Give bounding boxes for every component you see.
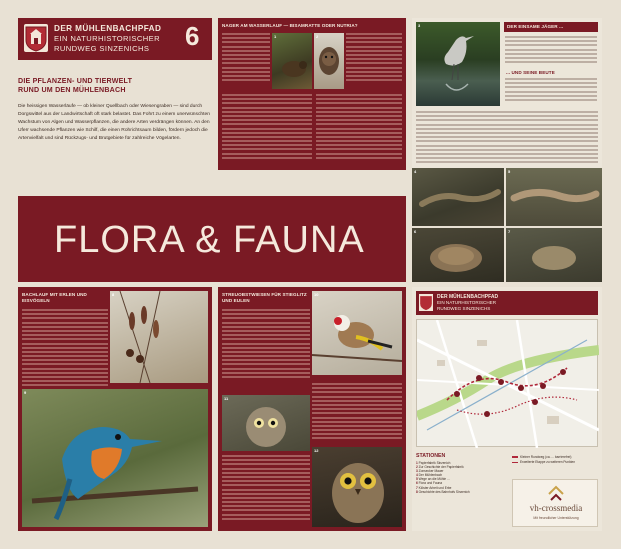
bachlauf-text-1 [22, 309, 108, 389]
route-map[interactable] [416, 319, 598, 447]
photo-toad [412, 228, 504, 282]
wasserlauf-panel [218, 18, 406, 170]
map-header [416, 291, 598, 315]
intro-text: Die heissigen Wasserläufe — ob kleiner Quellbach oder Wiesengraben — sind durch Dorgswittel aus der Landwirtschaft oft stark belastet. Das Fohrt zu einem unerwünschten Wachstum von Algen und Wasserpflanzen, die andere Arten verdrängen können. An den Uferr wachsende Pflanzen wie Schilf, die einen Rohrichtsaum bilden, fördern jedoch die Artenvielfalt und sind Rückzugs- und Brutgebiete für zahlreiche Vögelarten. [18, 104, 210, 141]
photo-goldfinch [312, 291, 402, 375]
jaeger-text-2 [505, 78, 597, 103]
photo-number: 10 [314, 292, 319, 297]
photo-number: 6 [414, 229, 417, 234]
photo-number: 1 [274, 34, 277, 39]
stations-title: STATIONEN [416, 453, 446, 459]
legend-item-small-route: Kleiner Rundweg (ca. ... barrierefrei) [512, 455, 598, 459]
photo-number: 8 [112, 292, 115, 297]
map-panel [412, 287, 602, 531]
bachlauf-title: BACHLAUF MIT ERLEN UND EISVÖGELN [22, 292, 87, 303]
jaeger-text-3 [416, 111, 598, 165]
station-item[interactable]: 3 Zonsecker Mauer [416, 469, 444, 474]
legend [512, 455, 598, 464]
map-subtitle-1: EIN NATURHISTORISCHER [437, 300, 497, 305]
photo-number: 3 [418, 23, 421, 28]
station-item[interactable]: 2 Zur Geschichte der Papierfabrik [416, 465, 464, 470]
bachlauf-panel [18, 287, 212, 531]
header-subtitle-1: EIN NATURHISTORISCHER [54, 34, 161, 43]
wasserlauf-text-1 [222, 33, 270, 83]
photo-number: 4 [414, 169, 417, 174]
flora-fauna-banner [18, 196, 406, 282]
intro-title-1: DIE PFLANZEN- UND TIERWELT [18, 77, 133, 85]
streuobst-title: STREUOBSTWIESEN FÜR STIEGLITZ UND EULEN [222, 292, 307, 303]
wasserlauf-text-3 [222, 94, 312, 161]
map-subtitle-2: RUNDWEG SINZENICHS [437, 306, 491, 311]
jaeger-title: DER EINSAME JÄGER ... [507, 24, 564, 29]
legend-item-extended: Erweiterte Etappe zu weiteren Punkten [512, 460, 598, 464]
station-item[interactable]: 8 Geschichte des Bahnhofs Sinzenich [416, 489, 470, 494]
crest-logo [24, 24, 48, 52]
photo-number: 9 [24, 390, 27, 395]
intro-title-2: RUND UM DEN MÜHLENBACH [18, 86, 126, 94]
station-item[interactable]: 1 Papierfabrik Sinzenich [416, 461, 451, 465]
header-title: DER MÜHLENBACHPFAD [54, 24, 162, 33]
wasserlauf-title: NAGER AM WASSERLAUF — BISAMRATTE ODER NUTRIA? [222, 23, 358, 28]
streuobst-text-3 [222, 455, 310, 522]
photo-number: 7 [508, 229, 511, 234]
map-title: DER MÜHLENBACHPFAD [437, 294, 499, 300]
photo-owl [312, 447, 402, 527]
streuobst-text-2 [312, 383, 402, 442]
streuobst-text-1 [222, 309, 310, 380]
streuobst-panel [218, 287, 406, 531]
photo-number: 12 [314, 448, 319, 453]
sponsor-name: vh-crossmedia [529, 503, 583, 513]
header-panel [18, 18, 212, 60]
station-number: 6 [185, 21, 200, 51]
photo-owlets [222, 395, 310, 451]
photo-number: 5 [508, 169, 511, 174]
photo-nutria [314, 33, 344, 89]
map-crest [419, 294, 433, 311]
legend-swatch-dashed [512, 462, 518, 463]
sponsor-tagline: Mit freundlicher Unterstützung [533, 516, 579, 520]
stations-list [416, 461, 508, 494]
jaeger-title-bar [504, 22, 598, 32]
legend-swatch-solid [512, 456, 518, 458]
photo-newt-1 [412, 168, 504, 226]
photo-number: 2 [316, 34, 319, 39]
banner-title: FLORA & FAUNA [54, 219, 365, 261]
station-item[interactable]: 7 Klöster Arbeit und Erbe [416, 485, 452, 490]
jaeger-panel [412, 18, 602, 170]
jaeger-subtitle: ... UND SEINE BEUTE [506, 70, 555, 75]
photo-newt-2 [506, 168, 602, 226]
photo-muskrat [272, 33, 312, 89]
jaeger-text-1 [505, 36, 597, 65]
photo-frog [506, 228, 602, 282]
photo-alder [110, 291, 208, 383]
photo-number: 11 [224, 396, 229, 401]
station-item[interactable]: 5 Wege an die Mühle ... [416, 477, 450, 482]
station-item[interactable]: 6 Flora und Fauna [416, 481, 443, 486]
header-subtitle-2: RUNDWEG SINZENICHS [54, 44, 150, 53]
station-item[interactable]: 4 Der Mühlenbach [416, 473, 443, 478]
wasserlauf-text-4 [316, 94, 402, 161]
photo-kingfisher [22, 389, 208, 527]
photo-heron [416, 22, 500, 106]
sponsor-box [512, 479, 598, 527]
wasserlauf-text-2 [346, 33, 402, 83]
